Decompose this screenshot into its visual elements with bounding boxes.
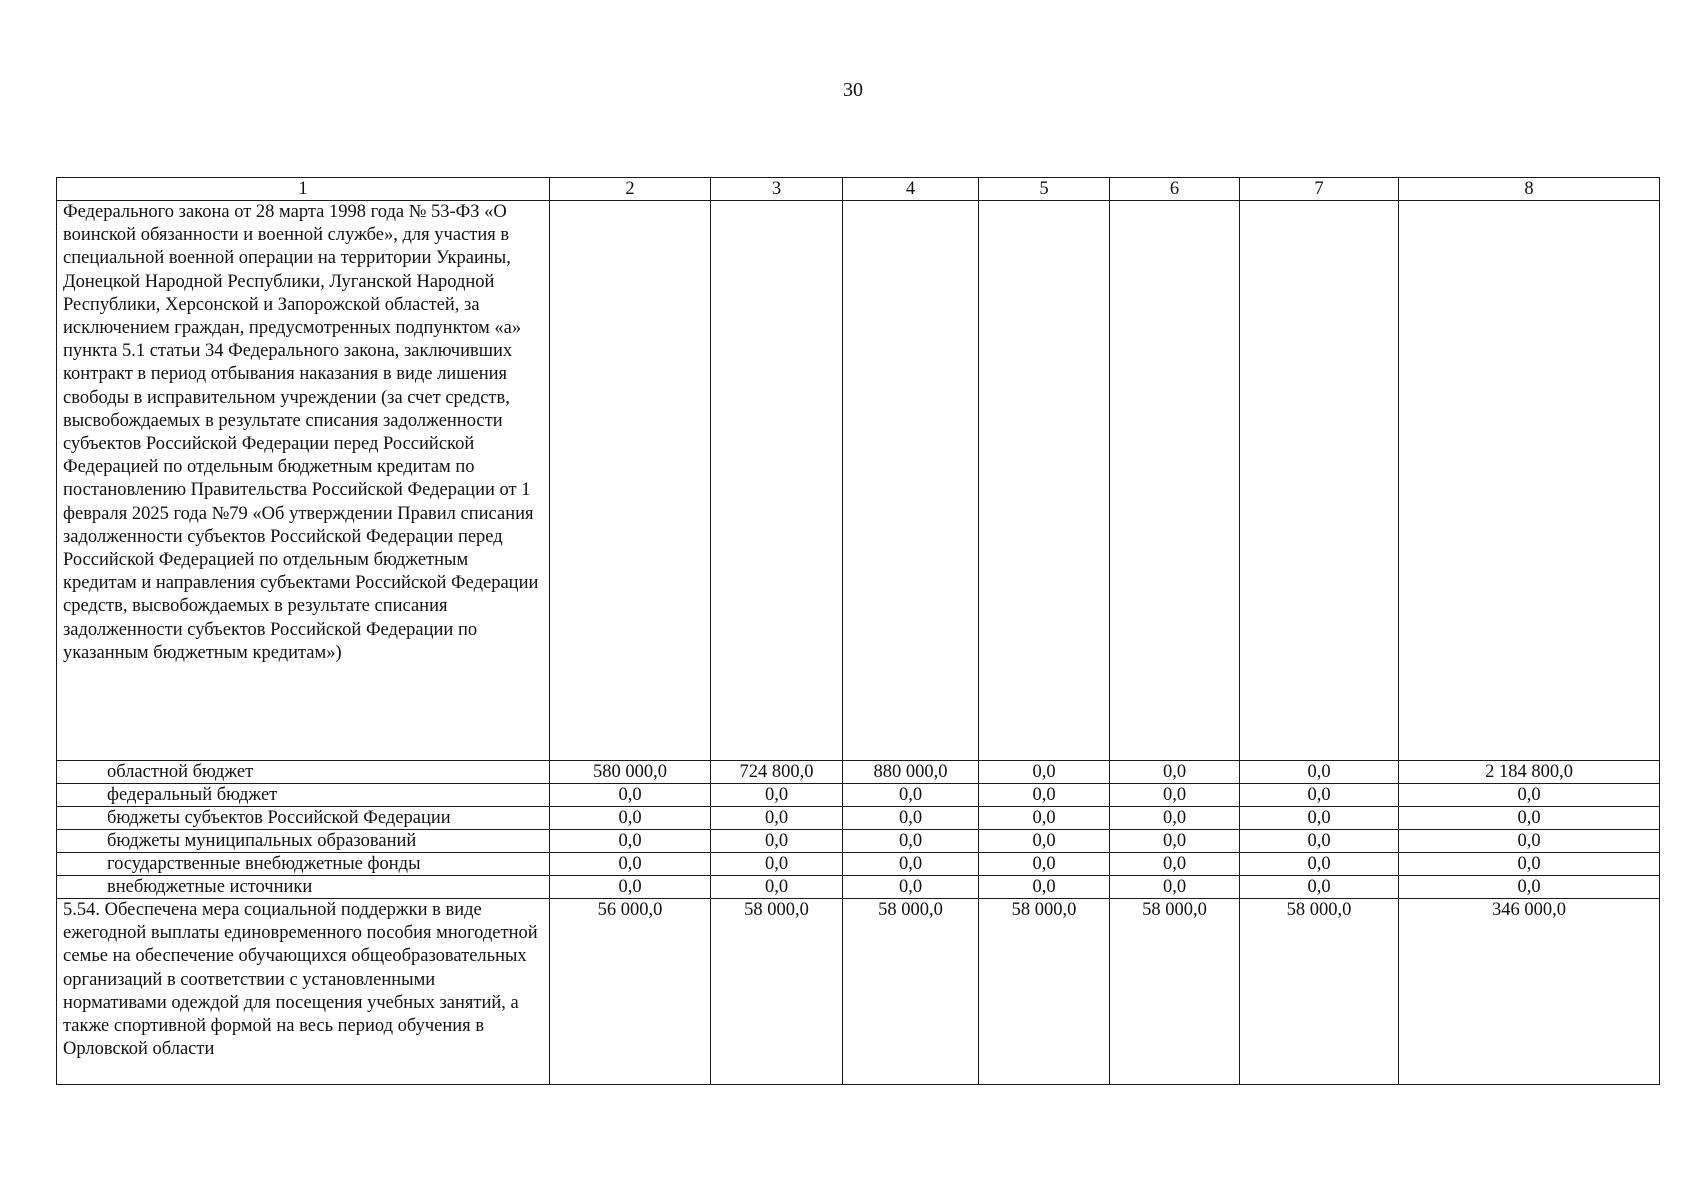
- value-cell: 0,0: [711, 853, 843, 876]
- value-cell: 0,0: [1110, 807, 1240, 830]
- funding-row: [57, 830, 1660, 853]
- value-cell: 0,0: [979, 853, 1110, 876]
- column-number: 8: [1399, 178, 1660, 201]
- value-cell: 0,0: [1110, 761, 1240, 784]
- value-cell: 0,0: [1240, 853, 1399, 876]
- column-number: 1: [57, 178, 550, 201]
- value-cell: 0,0: [550, 830, 711, 853]
- value-cell: 580 000,0: [550, 761, 711, 784]
- value-cell: 0,0: [550, 853, 711, 876]
- value-cell: 0,0: [979, 876, 1110, 899]
- measure-description: 5.54. Обеспечена мера социальной поддержки в виде ежегодной выплаты единовременного пособия многодетной семье на обеспечение обучающихся общеобразовательных организаций в соответствии с установленными нормативами одеждой для посещения учебных занятий, а также спортивной формой на весь период обучения в Орловской области: [57, 899, 550, 1085]
- column-number: 2: [550, 178, 711, 201]
- total-cell: 2 184 800,0: [1399, 761, 1660, 784]
- value-cell: 0,0: [550, 784, 711, 807]
- value-cell: 56 000,0: [550, 899, 711, 1085]
- value-cell: 724 800,0: [711, 761, 843, 784]
- value-cell: 0,0: [550, 807, 711, 830]
- continued-measure-row: [57, 201, 1660, 761]
- funding-source: внебюджетные источники: [57, 876, 550, 899]
- column-number: 3: [711, 178, 843, 201]
- value-cell: 58 000,0: [711, 899, 843, 1085]
- value-cell: 0,0: [1110, 853, 1240, 876]
- value-cell: 0,0: [1240, 807, 1399, 830]
- budget-table: [56, 177, 1660, 1085]
- value-cell: 58 000,0: [979, 899, 1110, 1085]
- page-number: 30: [843, 79, 863, 101]
- column-number: 6: [1110, 178, 1240, 201]
- funding-source: бюджеты субъектов Российской Федерации: [57, 807, 550, 830]
- value-cell: 0,0: [1240, 761, 1399, 784]
- value-cell: 0,0: [843, 853, 979, 876]
- column-number: 4: [843, 178, 979, 201]
- total-cell: 0,0: [1399, 784, 1660, 807]
- value-cell: 58 000,0: [843, 899, 979, 1085]
- value-cell: 0,0: [1240, 784, 1399, 807]
- column-number-header: [57, 178, 1660, 201]
- value-cell: 0,0: [711, 807, 843, 830]
- funding-source: бюджеты муниципальных образований: [57, 830, 550, 853]
- total-cell: 0,0: [1399, 876, 1660, 899]
- funding-row: [57, 853, 1660, 876]
- measure-row: [57, 899, 1660, 1085]
- value-cell: 0,0: [550, 876, 711, 899]
- value-cell: 58 000,0: [1240, 899, 1399, 1085]
- funding-source: областной бюджет: [57, 761, 550, 784]
- value-cell: 0,0: [979, 761, 1110, 784]
- funding-source: государственные внебюджетные фонды: [57, 853, 550, 876]
- funding-row: [57, 761, 1660, 784]
- total-cell: 0,0: [1399, 830, 1660, 853]
- value-cell: 0,0: [979, 830, 1110, 853]
- continued-measure-description: Федерального закона от 28 марта 1998 года № 53-ФЗ «О воинской обязанности и военной службе», для участия в специальной военной операции на территории Украины, Донецкой Народной Республики, Луганской Народной Республики, Херсонской и Запорожской областей, за исключением граждан, предусмотренных подпунктом «а» пункта 5.1 статьи 34 Федерального закона, заключивших контракт в период отбывания наказания в виде лишения свободы в исправительном учреждении (за счет средств, высвобождаемых в результате списания задолженности субъектов Российской Федерации перед Российской Федерацией по отдельным бюджетным кредитам по постановлению Правительства Российской Федерации от 1 февраля 2025 года №79 «Об утверждении Правил списания задолженности субъектов Российской Федерации перед Российской Федерацией по отдельным бюджетным кредитам и направления субъектами Российской Федерации средств, высвобождаемых в результате списания задолженности субъектов Российской Федерации по указанным бюджетным кредитам»): [57, 201, 550, 761]
- column-number: 5: [979, 178, 1110, 201]
- value-cell: 0,0: [711, 830, 843, 853]
- value-cell: 0,0: [843, 784, 979, 807]
- value-cell: 0,0: [1240, 876, 1399, 899]
- funding-row: [57, 876, 1660, 899]
- value-cell: 0,0: [843, 830, 979, 853]
- value-cell: 0,0: [1240, 830, 1399, 853]
- value-cell: 58 000,0: [1110, 899, 1240, 1085]
- funding-source: федеральный бюджет: [57, 784, 550, 807]
- value-cell: 0,0: [1110, 830, 1240, 853]
- value-cell: 0,0: [843, 807, 979, 830]
- value-cell: 0,0: [979, 807, 1110, 830]
- value-cell: 880 000,0: [843, 761, 979, 784]
- value-cell: 0,0: [979, 784, 1110, 807]
- column-number: 7: [1240, 178, 1399, 201]
- value-cell: 0,0: [1110, 784, 1240, 807]
- funding-row: [57, 807, 1660, 830]
- funding-row: [57, 784, 1660, 807]
- value-cell: 0,0: [843, 876, 979, 899]
- total-cell: 346 000,0: [1399, 899, 1660, 1085]
- total-cell: 0,0: [1399, 807, 1660, 830]
- value-cell: 0,0: [1110, 876, 1240, 899]
- value-cell: 0,0: [711, 876, 843, 899]
- value-cell: 0,0: [711, 784, 843, 807]
- total-cell: 0,0: [1399, 853, 1660, 876]
